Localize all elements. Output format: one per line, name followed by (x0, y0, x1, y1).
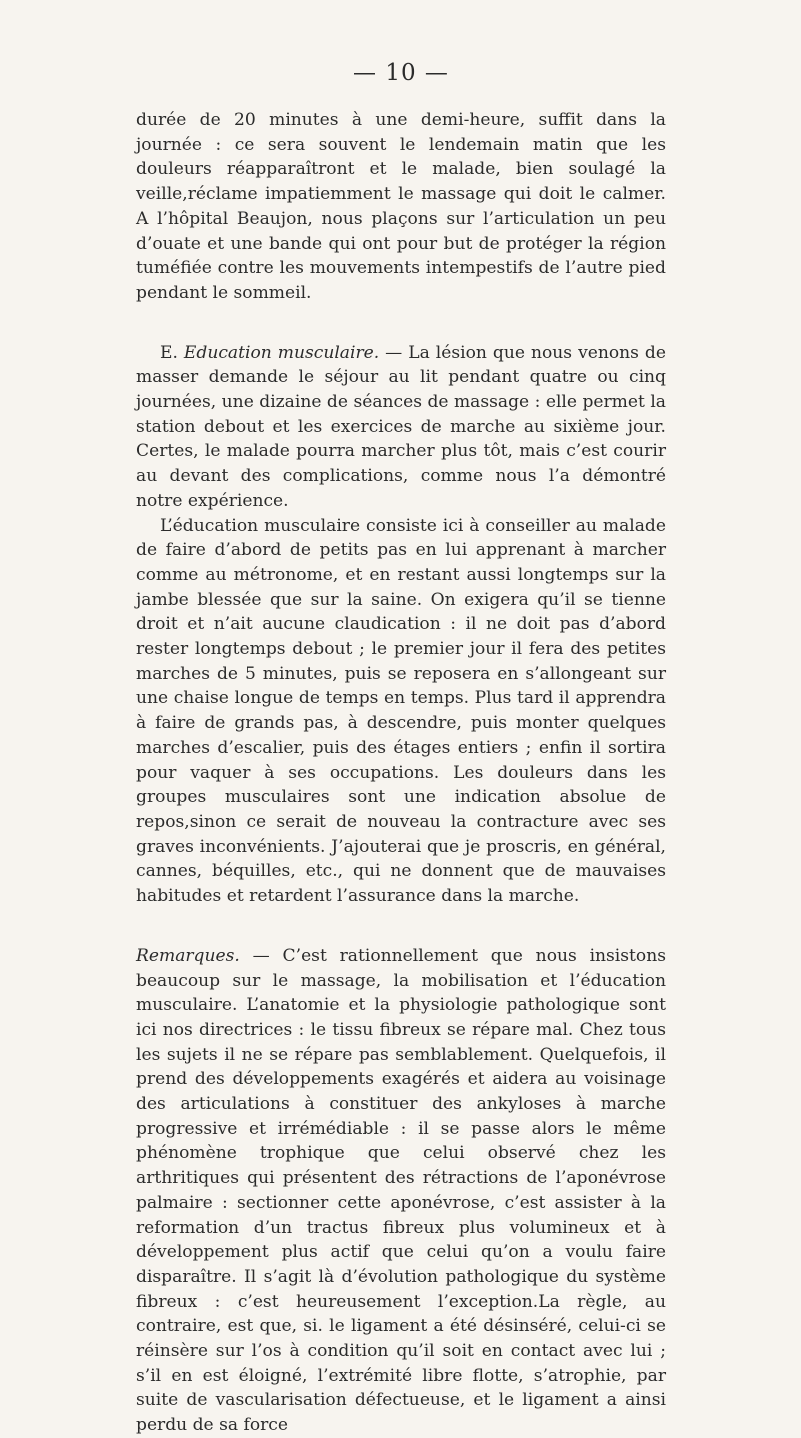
paragraph-gap (136, 306, 666, 341)
paragraph-3: L’éducation musculaire consiste ici à conseiller au malade de faire d’abord de petits pas en lui apprenant à marcher comme au métronome, et en restant aussi longtemps sur la jambe blessée que sur la saine. On exigera qu’il se tienne droit et n’ait aucune claudication : il ne doit pas d’abord rester longtemps debout ; le premier jour il fera des petites marches de 5 minutes, puis se reposera en s’allongeant sur une chaise longue de temps en temps. Plus tard il apprendra à faire de grands pas, à descendre, puis monter quelques marches d’escalier, puis des étages entiers ; enfin il sortira pour vaquer à ses occupations. Les douleurs dans les groupes musculaires sont une indication absolue de repos,sinon ce serait de nouveau la contracture avec ses graves inconvénients. J’ajouterai que je proscris, en général, cannes, béquilles, etc., qui ne donnent que de mauvaises habitudes et retardent l’assurance dans la marche. (136, 515, 666, 907)
paragraph-4 (136, 944, 666, 1438)
paragraph-gap (136, 909, 666, 944)
paragraph-2 (136, 341, 666, 514)
book-page (136, 60, 666, 1438)
paragraph-4-body: — C’est rationnellement que nous insistons beaucoup sur le massage, la mobilisation et l’éducation musculaire. L’anatomie et la physiologie pathologique sont ici nos directrices : le tissu fibreux se répare mal. Chez tous les sujets il ne se répare pas semblablement. Quelquefois, il prend des développements exagérés et aidera au voisinage des articulations à constituer des ankyloses à marche progressive et irrémédiable : il se passe alors le même phénomène trophique que celui observé chez les arthritiques qui présentent des rétractions de l’aponévrose palmaire : sectionner cette aponévrose, c’est assister à la reformation d’un tractus fibreux plus volumineux et à développement plus actif que celui qu’on a voulu faire disparaître. Il s’agit là d’évolution pathologique du système fibreux : c’est heureusement l’exception.La règle, au contraire, est que, si. le ligament a été désinséré, celui-ci se réinsère sur l’os à condition qu’il soit en contact avec lui ; s’il en est éloigné, l’extrémité libre flotte, s’atrophie, par suite de vascularisation défectueuse, et le ligament a ainsi perdu de sa force (136, 945, 666, 1436)
section-heading-remarques: Remarques. (136, 945, 240, 966)
paragraph-1: durée de 20 minutes à une demi-heure, suffit dans la journée : ce sera souvent le lendemain matin que les douleurs réapparaîtront et le malade, bien soulagé la veille,réclame impatiemment le massage qui doit le calmer. A l’hôpital Beaujon, nous plaçons sur l’articulation un peu d’ouate et une bande qui ont pour but de protéger la région tuméfiée contre les mouvements intempestifs de l’autre pied pendant le sommeil. (136, 110, 666, 303)
section-letter: E. (160, 342, 178, 363)
paragraph-2-body: — La lésion que nous venons de masser demande le séjour au lit pendant quatre ou cinq journées, une dizaine de séances de massage : elle permet la station debout et les exercices de marche au sixième jour. Certes, le malade pourra marcher plus tôt, mais c’est courir au devant des complications, comme nous l’a démontré notre expérience. (136, 342, 666, 511)
section-heading-education: Education musculaire. (183, 342, 380, 363)
page-number: — 10 — (353, 60, 449, 86)
